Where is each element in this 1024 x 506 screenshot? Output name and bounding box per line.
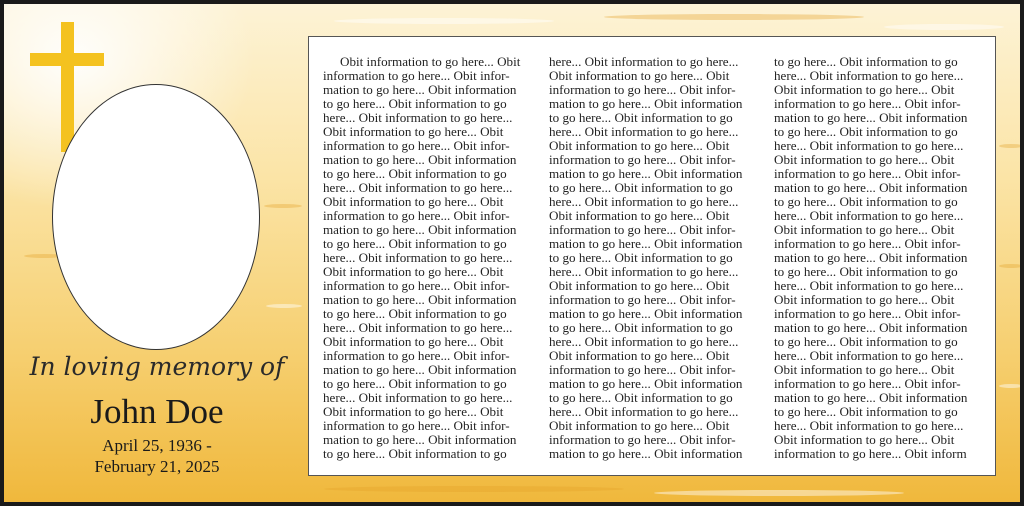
background-streak [334,18,554,24]
obituary-line: information to go here... Obit infor- [323,208,510,223]
obituary-line: here... Obit information to go here... [774,68,964,83]
obituary-line: to go here... Obit information to go [323,166,507,181]
obituary-line: Obit information to go here... Obit [774,82,955,97]
obituary-column-1 [323,55,529,461]
obituary-line: Obit information to go here... Obit [549,278,730,293]
obituary-line: mation to go here... Obit information [549,376,743,391]
photo-placeholder[interactable] [52,84,260,350]
obituary-line: here... Obit information to go here... [549,334,739,349]
obituary-line: mation to go here... Obit information [549,236,743,251]
obituary-line: here... Obit information to go here... [323,180,513,195]
obituary-line: mation to go here... Obit information [549,446,743,461]
obituary-line: here... Obit information to go here... [323,110,513,125]
obituary-line: here... Obit information to go here... [774,278,964,293]
obituary-line: information to go here... Obit infor- [774,376,961,391]
obituary-line: here... Obit information to go here... [549,124,739,139]
obituary-line: to go here... Obit information to go [323,376,507,391]
death-date: February 21, 2025 [94,457,220,476]
obituary-line: information to go here... Obit infor- [774,236,961,251]
obituary-line: Obit information to go here... Obit [323,264,504,279]
obituary-line: Obit information to go here... Obit [549,138,730,153]
obituary-line: here... Obit information to go here... [774,418,964,433]
obituary-line: Obit information to go here... Obit [323,194,504,209]
background-streak [264,204,302,208]
obituary-line: here... Obit information to go here... [774,208,964,223]
background-streak [266,304,302,308]
obituary-line: to go here... Obit information to go [549,320,733,335]
background-streak [999,384,1023,388]
obituary-line: mation to go here... Obit information [549,96,743,111]
obituary-text-box[interactable] [308,36,996,476]
obituary-line: information to go here... Obit infor- [323,348,510,363]
obituary-line: Obit information to go here... Obit [323,124,504,139]
obituary-line: to go here... Obit information to go [549,180,733,195]
obituary-column-3 [774,55,980,461]
obituary-line: here... Obit information to go here... [323,250,513,265]
background-streak [654,490,904,496]
obituary-line: information to go here... Obit infor- [323,68,510,83]
obituary-line: information to go here... Obit infor- [549,152,736,167]
obituary-line: mation to go here... Obit information [774,390,968,405]
background-streak [999,264,1023,268]
obituary-line: mation to go here... Obit information [323,152,517,167]
obituary-line: information to go here... Obit infor- [549,292,736,307]
obituary-line: information to go here... Obit infor- [323,138,510,153]
obituary-line: information to go here... Obit infor- [774,166,961,181]
obituary-line: information to go here... Obit infor- [323,418,510,433]
obituary-line: mation to go here... Obit information [323,432,517,447]
obituary-line: here... Obit information to go here... [774,138,964,153]
obituary-line: Obit information to go here... Obit [774,362,955,377]
obituary-line: Obit information to go here... Obit [774,432,955,447]
obituary-line: to go here... Obit information to go [774,54,958,69]
obituary-line: here... Obit information to go here... [549,194,739,209]
obituary-line: information to go here... Obit infor- [549,362,736,377]
obituary-column-2 [549,55,755,461]
obituary-line: mation to go here... Obit information [774,110,968,125]
obituary-line: mation to go here... Obit information [774,250,968,265]
obituary-line: here... Obit information to go here... [549,54,739,69]
obituary-line: mation to go here... Obit information [323,292,517,307]
background-streak [884,24,1004,30]
obituary-line: to go here... Obit information to go [323,446,507,461]
obituary-line: to go here... Obit information to go [774,194,958,209]
obituary-line: Obit information to go here... Obit [323,404,504,419]
obituary-line: mation to go here... Obit information [549,306,743,321]
obituary-line: information to go here... Obit infor- [549,82,736,97]
background-streak [999,144,1023,148]
obituary-line: mation to go here... Obit information [774,320,968,335]
memorial-heading: In loving memory of [29,352,285,381]
obituary-line: Obit information to go here... Obit [549,348,730,363]
obituary-line: Obit information to go here... Obit [549,418,730,433]
obituary-line: here... Obit information to go here... [774,348,964,363]
obituary-line: to go here... Obit information to go [323,96,507,111]
obituary-line: mation to go here... Obit information [774,180,968,195]
obituary-line: information to go here... Obit infor- [774,96,961,111]
obituary-line: mation to go here... Obit information [323,362,517,377]
obituary-line: here... Obit information to go here... [549,404,739,419]
obituary-line: to go here... Obit information to go [774,264,958,279]
obituary-line: here... Obit information to go here... [323,390,513,405]
deceased-name: John Doe [90,392,224,431]
obituary-line: information to go here... Obit infor- [549,222,736,237]
cross-icon [61,22,74,152]
obituary-line: information to go here... Obit infor- [774,306,961,321]
background-streak [604,14,864,20]
obituary-line: to go here... Obit information to go [323,236,507,251]
obituary-line: mation to go here... Obit information [549,166,743,181]
obituary-line: to go here... Obit information to go [549,390,733,405]
obituary-line: Obit information to go here... Obit [774,152,955,167]
obituary-line: Obit information to go here... Obit [774,292,955,307]
obituary-line: to go here... Obit information to go [774,404,958,419]
obituary-line: information to go here... Obit infor- [323,278,510,293]
obituary-line: Obit information to go here... Obit [340,54,521,69]
obituary-line: to go here... Obit information to go [774,124,958,139]
obituary-line: mation to go here... Obit information [323,82,517,97]
cross-icon-bar [30,53,104,66]
obituary-line: here... Obit information to go here... [549,264,739,279]
obituary-line: to go here... Obit information to go [774,334,958,349]
obituary-line: information to go here... Obit infor- [549,432,736,447]
obituary-line: Obit information to go here... Obit [774,222,955,237]
obituary-line: to go here... Obit information to go [549,250,733,265]
obituary-line: information to go here... Obit inform [774,446,967,461]
obituary-line: to go here... Obit information to go [323,306,507,321]
birth-date: April 25, 1936 - [102,436,212,455]
obituary-line: here... Obit information to go here... [323,320,513,335]
background-streak [324,486,624,492]
obituary-line: Obit information to go here... Obit [323,334,504,349]
obituary-line: mation to go here... Obit information [323,222,517,237]
obituary-line: Obit information to go here... Obit [549,68,730,83]
obituary-line: to go here... Obit information to go [549,110,733,125]
obituary-line: Obit information to go here... Obit [549,208,730,223]
